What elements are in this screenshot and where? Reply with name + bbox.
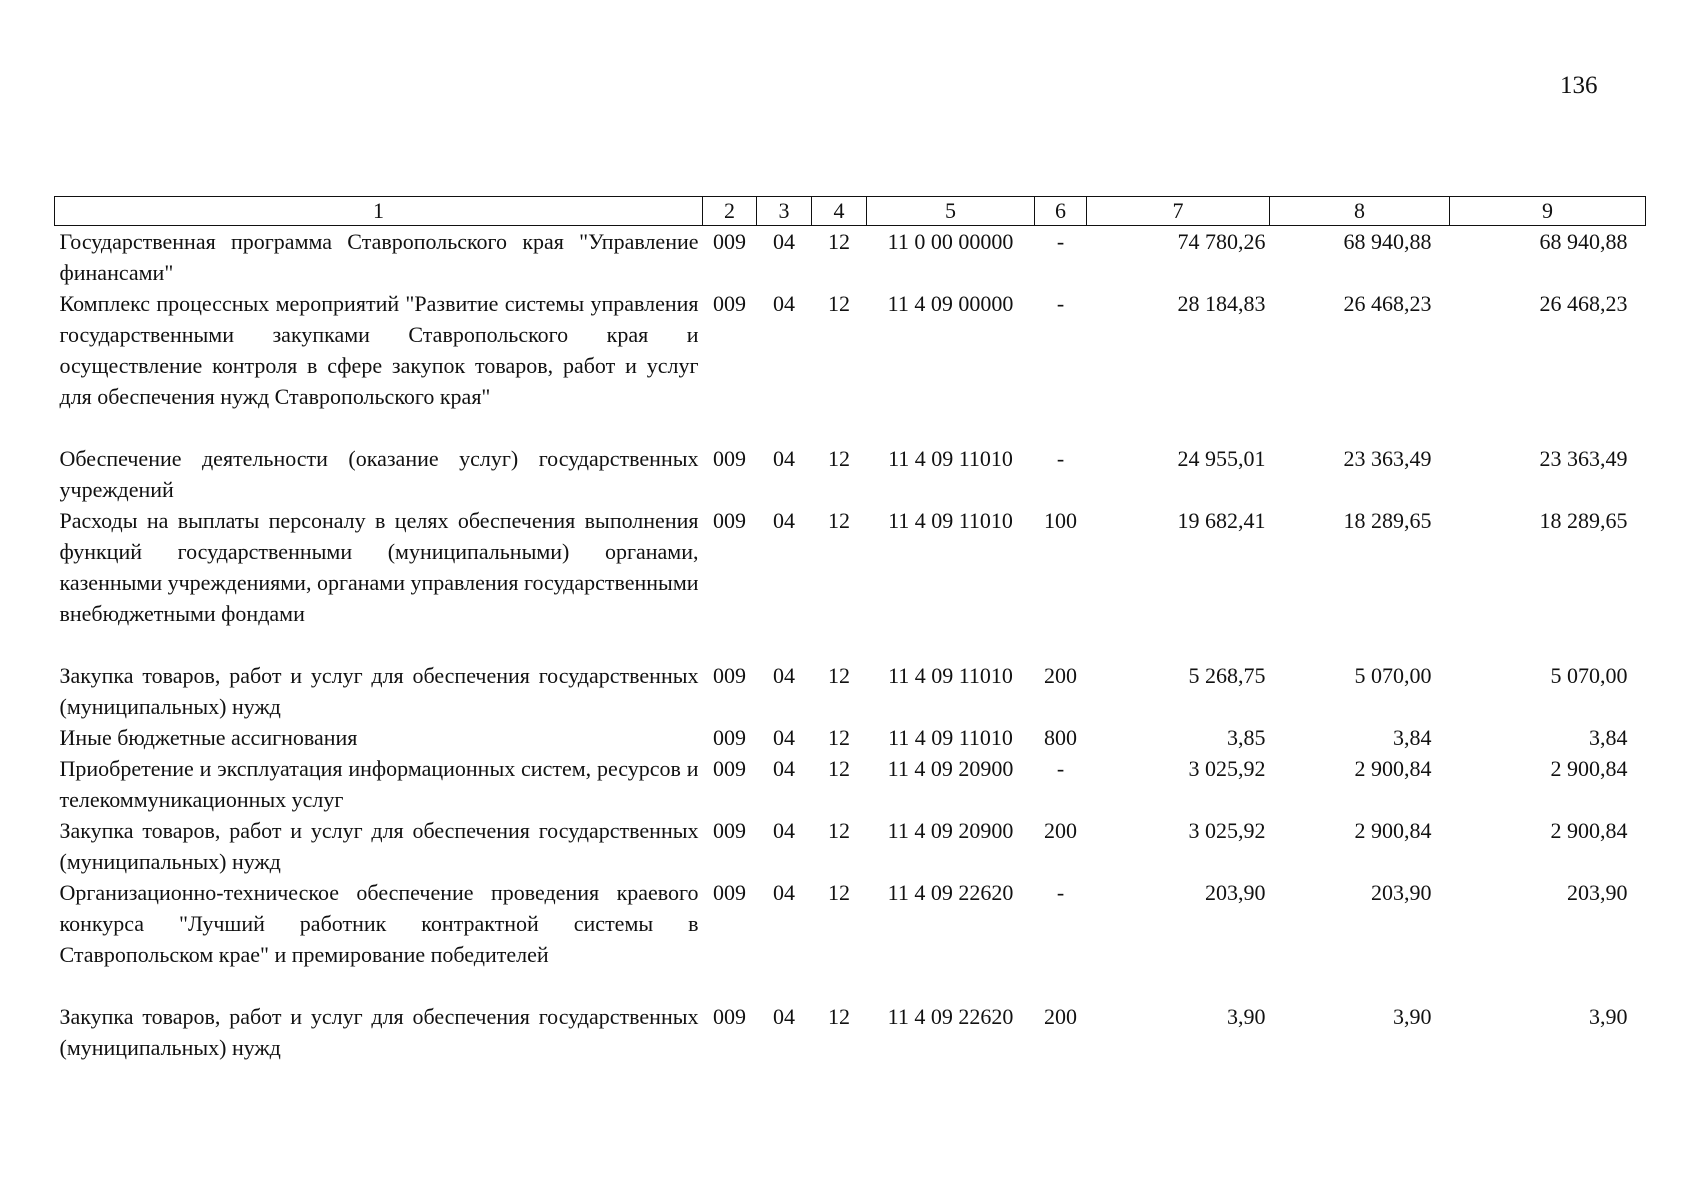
cell-target-article: 11 0 00 00000	[887, 229, 1014, 254]
cell-subsection: 12	[828, 818, 850, 843]
row-name: Организационно-техническое обеспечение проведения краевого конкурса "Лучший работник контрактной системы в Ставропольском крае" и премирование победителей	[59, 880, 699, 967]
cell-amount-col8: 5 070,00	[1354, 663, 1432, 688]
cell-amount-col7: 3,85	[1227, 725, 1266, 750]
cell-target-article: 11 4 09 22620	[887, 1004, 1014, 1029]
column-header: 9	[1450, 197, 1646, 226]
cell-section: 04	[773, 229, 795, 254]
cell-ministry: 009	[713, 1004, 746, 1029]
column-header: 1	[55, 197, 703, 226]
cell-section: 04	[773, 756, 795, 781]
cell-section: 04	[773, 1004, 795, 1029]
cell-target-article: 11 4 09 11010	[888, 446, 1013, 471]
cell-subsection: 12	[828, 508, 850, 533]
cell-amount-col9: 23 363,49	[1539, 446, 1628, 471]
page-number: 136	[1560, 72, 1598, 99]
table-row	[55, 753, 1646, 815]
table-row	[55, 660, 1646, 722]
table-row	[55, 1001, 1646, 1063]
row-name: Комплекс процессных мероприятий "Развитие системы управления государственными закупками Ставропольского края и осуществление контроля в сфере закупок товаров, работ и услуг для обеспечения нужд Ставропольского края"	[59, 291, 699, 409]
table-row	[55, 877, 1646, 1001]
cell-ministry: 009	[713, 818, 746, 843]
cell-amount-col8: 3,90	[1393, 1004, 1432, 1029]
cell-ministry: 009	[713, 446, 746, 471]
column-header: 4	[812, 197, 867, 226]
budget-table	[54, 196, 1646, 1063]
cell-ministry: 009	[713, 756, 746, 781]
cell-target-article: 11 4 09 11010	[888, 663, 1013, 688]
cell-amount-col7: 28 184,83	[1177, 291, 1266, 316]
cell-section: 04	[773, 880, 795, 905]
cell-amount-col8: 18 289,65	[1343, 508, 1432, 533]
cell-expense-type: 800	[1044, 725, 1077, 750]
row-name: Иные бюджетные ассигнования	[59, 725, 358, 750]
cell-target-article: 11 4 09 20900	[887, 818, 1014, 843]
cell-amount-col9: 3,90	[1589, 1004, 1628, 1029]
row-name: Закупка товаров, работ и услуг для обеспечения государственных (муниципальных) нужд	[59, 663, 699, 719]
cell-amount-col9: 68 940,88	[1539, 229, 1628, 254]
cell-ministry: 009	[713, 880, 746, 905]
cell-amount-col9: 3,84	[1589, 725, 1628, 750]
row-name: Приобретение и эксплуатация информационных систем, ресурсов и телекоммуникационных услуг	[59, 756, 699, 812]
cell-subsection: 12	[828, 1004, 850, 1029]
cell-amount-col7: 74 780,26	[1177, 229, 1266, 254]
table-row	[55, 288, 1646, 443]
cell-ministry: 009	[713, 229, 746, 254]
cell-subsection: 12	[828, 229, 850, 254]
cell-amount-col8: 203,90	[1371, 880, 1432, 905]
cell-expense-type: 200	[1044, 1004, 1077, 1029]
column-header: 2	[703, 197, 757, 226]
cell-target-article: 11 4 09 11010	[888, 508, 1013, 533]
cell-amount-col7: 5 268,75	[1188, 663, 1266, 688]
cell-section: 04	[773, 818, 795, 843]
cell-amount-col7: 24 955,01	[1177, 446, 1266, 471]
cell-amount-col8: 68 940,88	[1343, 229, 1432, 254]
table-row	[55, 443, 1646, 505]
cell-section: 04	[773, 725, 795, 750]
row-name: Государственная программа Ставропольского края "Управление финансами"	[59, 229, 699, 285]
cell-ministry: 009	[713, 663, 746, 688]
cell-expense-type: -	[1056, 756, 1065, 781]
row-name: Расходы на выплаты персоналу в целях обеспечения выполнения функций государственными (муниципальными) органами, казенными учреждениями, органами управления государственными внебюджетными фондами	[59, 508, 699, 626]
cell-target-article: 11 4 09 11010	[888, 725, 1013, 750]
table-row	[55, 722, 1646, 753]
row-name: Закупка товаров, работ и услуг для обеспечения государственных (муниципальных) нужд	[59, 1004, 699, 1060]
column-header: 5	[867, 197, 1035, 226]
cell-section: 04	[773, 446, 795, 471]
cell-expense-type: 200	[1044, 663, 1077, 688]
column-header: 6	[1035, 197, 1087, 226]
column-header: 8	[1270, 197, 1450, 226]
cell-amount-col7: 3 025,92	[1188, 756, 1266, 781]
cell-expense-type: -	[1056, 229, 1065, 254]
cell-amount-col9: 26 468,23	[1539, 291, 1628, 316]
cell-amount-col7: 3 025,92	[1188, 818, 1266, 843]
cell-amount-col7: 3,90	[1227, 1004, 1266, 1029]
cell-ministry: 009	[713, 725, 746, 750]
column-header: 7	[1087, 197, 1270, 226]
cell-amount-col8: 23 363,49	[1343, 446, 1432, 471]
cell-amount-col7: 19 682,41	[1177, 508, 1266, 533]
cell-amount-col8: 2 900,84	[1354, 756, 1432, 781]
cell-target-article: 11 4 09 00000	[887, 291, 1014, 316]
cell-target-article: 11 4 09 20900	[887, 756, 1014, 781]
cell-amount-col7: 203,90	[1205, 880, 1266, 905]
cell-amount-col9: 18 289,65	[1539, 508, 1628, 533]
cell-amount-col9: 2 900,84	[1550, 818, 1628, 843]
cell-section: 04	[773, 291, 795, 316]
cell-subsection: 12	[828, 446, 850, 471]
table-row	[55, 226, 1646, 289]
cell-amount-col9: 203,90	[1567, 880, 1628, 905]
row-name: Закупка товаров, работ и услуг для обеспечения государственных (муниципальных) нужд	[59, 818, 699, 874]
cell-amount-col8: 3,84	[1393, 725, 1432, 750]
cell-expense-type: -	[1056, 880, 1065, 905]
cell-section: 04	[773, 663, 795, 688]
header-row	[55, 197, 1646, 226]
cell-expense-type: 200	[1044, 818, 1077, 843]
cell-target-article: 11 4 09 22620	[887, 880, 1014, 905]
cell-ministry: 009	[713, 508, 746, 533]
cell-subsection: 12	[828, 663, 850, 688]
cell-subsection: 12	[828, 291, 850, 316]
cell-subsection: 12	[828, 725, 850, 750]
cell-subsection: 12	[828, 756, 850, 781]
table-row	[55, 505, 1646, 660]
cell-subsection: 12	[828, 880, 850, 905]
column-header: 3	[757, 197, 812, 226]
table-row	[55, 815, 1646, 877]
cell-expense-type: -	[1056, 446, 1065, 471]
cell-amount-col8: 26 468,23	[1343, 291, 1432, 316]
cell-section: 04	[773, 508, 795, 533]
cell-expense-type: 100	[1044, 508, 1077, 533]
cell-ministry: 009	[713, 291, 746, 316]
cell-amount-col8: 2 900,84	[1354, 818, 1432, 843]
cell-amount-col9: 2 900,84	[1550, 756, 1628, 781]
cell-expense-type: -	[1056, 291, 1065, 316]
cell-amount-col9: 5 070,00	[1550, 663, 1628, 688]
row-name: Обеспечение деятельности (оказание услуг) государственных учреждений	[59, 446, 699, 502]
